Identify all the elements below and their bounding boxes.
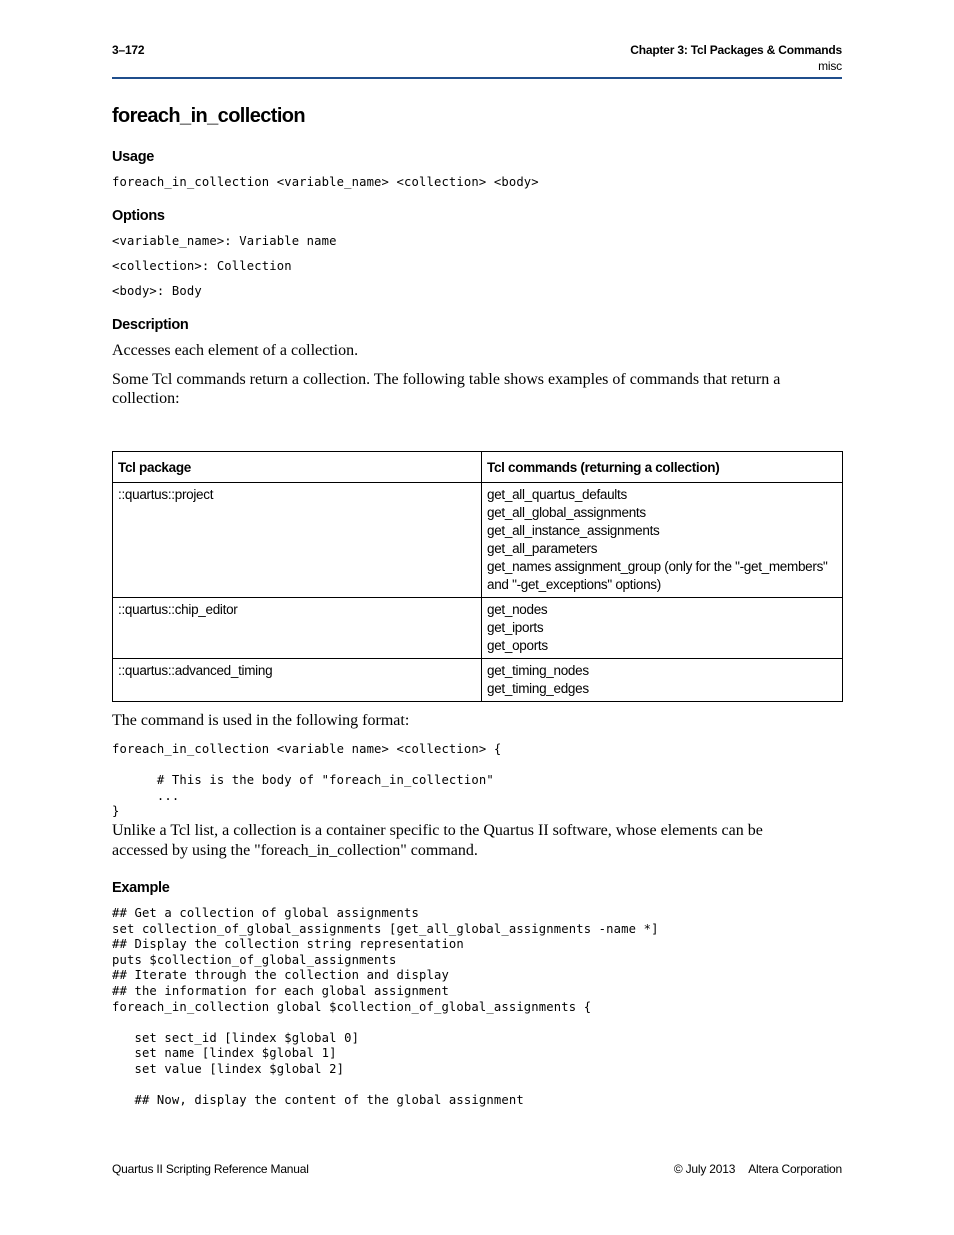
option-item: <body>: Body: [112, 284, 202, 298]
command-item: and "-get_exceptions" options): [487, 577, 661, 592]
table-row: [113, 483, 843, 598]
collection-note: Unlike a Tcl list, a collection is a container specific to the Quartus II software, whose elements can be: [112, 822, 763, 839]
usage-heading: Usage: [112, 149, 155, 165]
table-header-commands: Tcl commands (returning a collection): [482, 452, 843, 483]
package-cell: ::quartus::chip_editor: [113, 598, 482, 659]
command-item: get_timing_edges: [487, 681, 589, 696]
example-code-block: ## Get a collection of global assignments set collection_of_global_assignments [get_all_global_assignments -name *] ## Display the collection string representation puts $collection_of_global_assignments ## Iterate through the collection and display ## the information for each global assignment foreach_in_collection global $collection_of_global_assignments { set sect_id [lindex $global 0] set name [lindex $global 1] set value [lindex $global 2] ## Now, display the content of the global assignment: [112, 906, 659, 1108]
option-item: <collection>: Collection: [112, 259, 292, 273]
usage-syntax: foreach_in_collection <variable_name> <collection> <body>: [112, 175, 539, 189]
collection-note: accessed by using the "foreach_in_collection" command.: [112, 842, 478, 859]
footer-copyright: [674, 1162, 842, 1176]
command-item: get_all_instance_assignments: [487, 523, 660, 538]
package-cell: ::quartus::advanced_timing: [113, 659, 482, 702]
description-text: collection:: [112, 390, 180, 407]
package-cell: ::quartus::project: [113, 483, 482, 598]
page-number: 3–172: [112, 43, 145, 57]
command-item: get_iports: [487, 620, 544, 635]
commands-cell: [482, 659, 843, 702]
table-header-package: Tcl package: [113, 452, 482, 483]
command-item: get_all_quartus_defaults: [487, 487, 627, 502]
format-intro: The command is used in the following format:: [112, 712, 410, 729]
option-item: <variable_name>: Variable name: [112, 234, 337, 248]
command-item: get_all_global_assignments: [487, 505, 646, 520]
description-text: Some Tcl commands return a collection. The following table shows examples of commands that return a: [112, 371, 781, 388]
table-row: [113, 598, 843, 659]
command-item: get_oports: [487, 638, 548, 653]
commands-cell: [482, 598, 843, 659]
header-rule: [112, 77, 842, 79]
commands-cell: [482, 483, 843, 598]
example-heading: Example: [112, 880, 170, 896]
command-item: get_names assignment_group (only for the "-get_members": [487, 559, 828, 574]
footer-company: Altera Corporation: [748, 1162, 842, 1176]
command-item: get_all_parameters: [487, 541, 598, 556]
section-name: misc: [818, 59, 842, 73]
command-item: get_timing_nodes: [487, 663, 589, 678]
description-heading: Description: [112, 317, 189, 333]
footer-date: © July 2013: [673, 1162, 736, 1176]
footer-manual: Quartus II Scripting Reference Manual: [112, 1162, 309, 1176]
command-item: get_nodes: [487, 602, 548, 617]
description-text: Accesses each element of a collection.: [112, 342, 359, 359]
options-heading: Options: [112, 208, 165, 224]
chapter-title: Chapter 3: Tcl Packages & Commands: [630, 43, 842, 57]
collection-commands-table: [112, 451, 843, 702]
format-code-block: foreach_in_collection <variable name> <collection> { # This is the body of "foreach_in_collection" ... }: [112, 742, 502, 818]
page-title: foreach_in_collection: [112, 105, 306, 127]
table-row: [113, 659, 843, 702]
